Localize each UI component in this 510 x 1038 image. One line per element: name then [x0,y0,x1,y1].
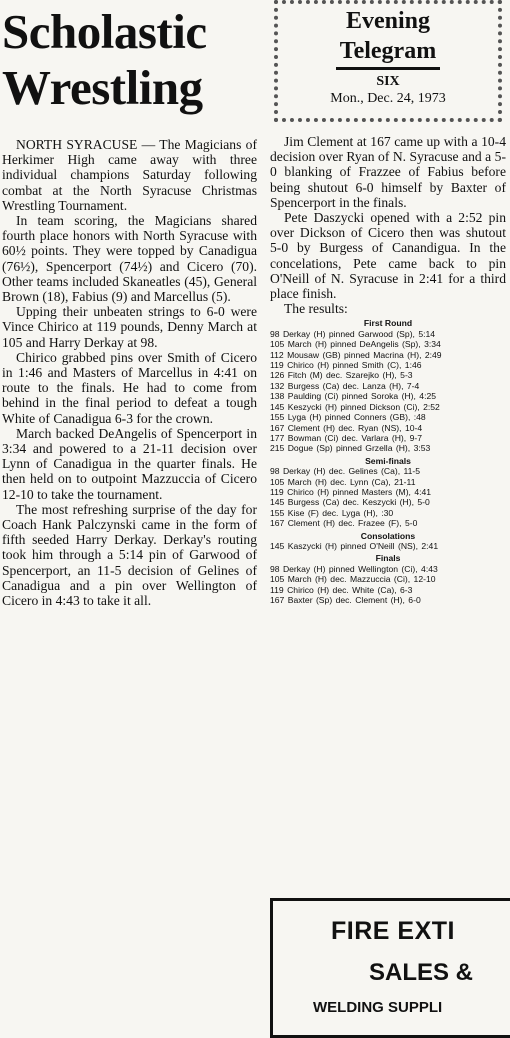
masthead-date: Mon., Dec. 24, 1973 [330,91,446,106]
result-line: 105 March (H) dec. Lynn (Ca), 21-11 [270,476,416,487]
result-line: 112 Mousaw (GB) pinned Macrina (H), 2:49 [270,349,442,360]
result-line: 119 Chirico (H) pinned Masters (M), 4:41 [270,486,432,497]
result-line: 132 Burgess (Ca) dec. Lanza (H), 7-4 [270,380,420,391]
ad-line-3: WELDING SUPPLI [313,999,443,1016]
results-section-title: Consolations [360,530,416,541]
result-line: 215 Dogue (Sp) pinned Grzella (H), 3:53 [270,443,431,454]
result-line: 105 March (H) pinned DeAngelis (Sp), 3:34 [270,339,441,350]
results-heading: The results: [284,301,348,317]
results-section-title: First Round [363,318,413,329]
paragraph: Chirico grabbed pins over Smith of Cicero in 1:46 and Masters of Marcellus in 4:41 on route to the finals. He had to come from behind in the final period to defeat a tough White of Canadigua 6-3 for the crown. [2,349,257,426]
ad-line-2: SALES & [369,959,474,986]
results-section-title: Semi-finals [365,455,411,466]
result-line: 145 Keszycki (H) pinned Dickson (Ci), 2:52 [270,401,440,412]
masthead-page: SIX [376,74,400,89]
result-line: 98 Derkay (H) dec. Gelines (Ca), 11-5 [270,466,421,477]
paragraph: March backed DeAngelis of Spencerport in 3:34 and powered to a 21-11 decision over Lynn of Canadigua in the quarter finals. He then held on to outpoint Mazzuccia of Cicero 12-10 to take the tournament. [2,425,257,502]
results-list [270,318,506,605]
result-line: 126 Fitch (M) dec. Szarejko (H), 5-3 [270,370,413,381]
masthead [274,0,502,122]
result-line: 105 March (H) dec. Mazzuccia (Ci), 12-10 [270,574,436,585]
result-line: 145 Kaszycki (H) pinned O'Neill (NS), 2:41 [270,540,439,551]
masthead-line-1: Evening [345,8,431,34]
ad-line-1: FIRE EXTI [331,917,455,945]
paragraph: Jim Clement at 167 came up with a 10-4 decision over Ryan of N. Syracuse and a 5-0 blanking of Frazzee of Fabius before being shutout 6-0 himself by Baxter of Spencerport in the finals. [270,134,506,210]
paragraph: Upping their unbeaten strings to 6-0 were Vince Chirico at 119 pounds, Denny March at 105 and Harry Derkay at 98. [2,304,257,350]
result-line: 98 Derkay (H) pinned Wellington (Ci), 4:43 [270,563,438,574]
headline-line-2: Wrestling [2,60,203,115]
article-right-column [270,134,506,605]
paragraph: In team scoring, the Magicians shared fourth place honors with North Syracuse with 60½ points. They were topped by Canadigua (76½), Spencerport (74½) and Cicero (70). Other teams included Skaneatles (45), General Brown (18), Fabius (9) and Marcellus (5). [2,213,257,305]
headline-line-1: Scholastic [2,4,207,59]
paragraph: Pete Daszycki opened with a 2:52 pin over Dickson of Cicero then was shutout 5-0 by Burgess of Canandigua. In the concelations, Pete came back to pin O'Neill of N. Syracuse in 2:41 for a third place finish. [270,210,506,302]
paragraph: NORTH SYRACUSE — The Magicians of Herkimer High came away with three individual champions Saturday following combat at the North Syracuse Christmas Wrestling Tournament. [2,137,257,213]
result-line: 167 Clement (H) dec. Ryan (NS), 10-4 [270,422,423,433]
advertisement [270,898,510,1038]
results-section-title: Finals [375,553,401,564]
result-line: 167 Clement (H) dec. Frazee (F), 5-0 [270,518,418,529]
headline [2,4,270,116]
result-line: 177 Bowman (Ci) dec. Varlara (H), 9-7 [270,432,422,443]
result-line: 155 Lyga (H) pinned Conners (GB), :48 [270,412,426,423]
result-line: 119 Chirico (H) dec. White (Ca), 6-3 [270,584,413,595]
result-line: 138 Paulding (Ci) pinned Soroka (H), 4:25 [270,391,437,402]
result-line: 98 Derkay (H) pinned Garwood (Sp), 5:14 [270,328,436,339]
result-line: 155 Kise (F) dec. Lyga (H), :30 [270,507,394,518]
article-left-column [2,137,257,608]
masthead-line-2: Telegram [336,36,440,70]
result-line: 167 Baxter (Sp) dec. Clement (H), 6-0 [270,595,421,605]
result-line: 145 Burgess (Ca) dec. Keszycki (H), 5-0 [270,497,430,508]
paragraph: The most refreshing surprise of the day for Coach Hank Palczynski came in the form of fifth seeded Harry Derkay. Derkay's routing took him through a 5:14 pin of Garwood of Spencerport, an 11-5 decision of Gelines of Canadigua and a pin over Wellington of Cicero in 4:43 to take it all. [2,501,257,609]
result-line: 119 Chirico (H) pinned Smith (C), 1:46 [270,360,422,371]
